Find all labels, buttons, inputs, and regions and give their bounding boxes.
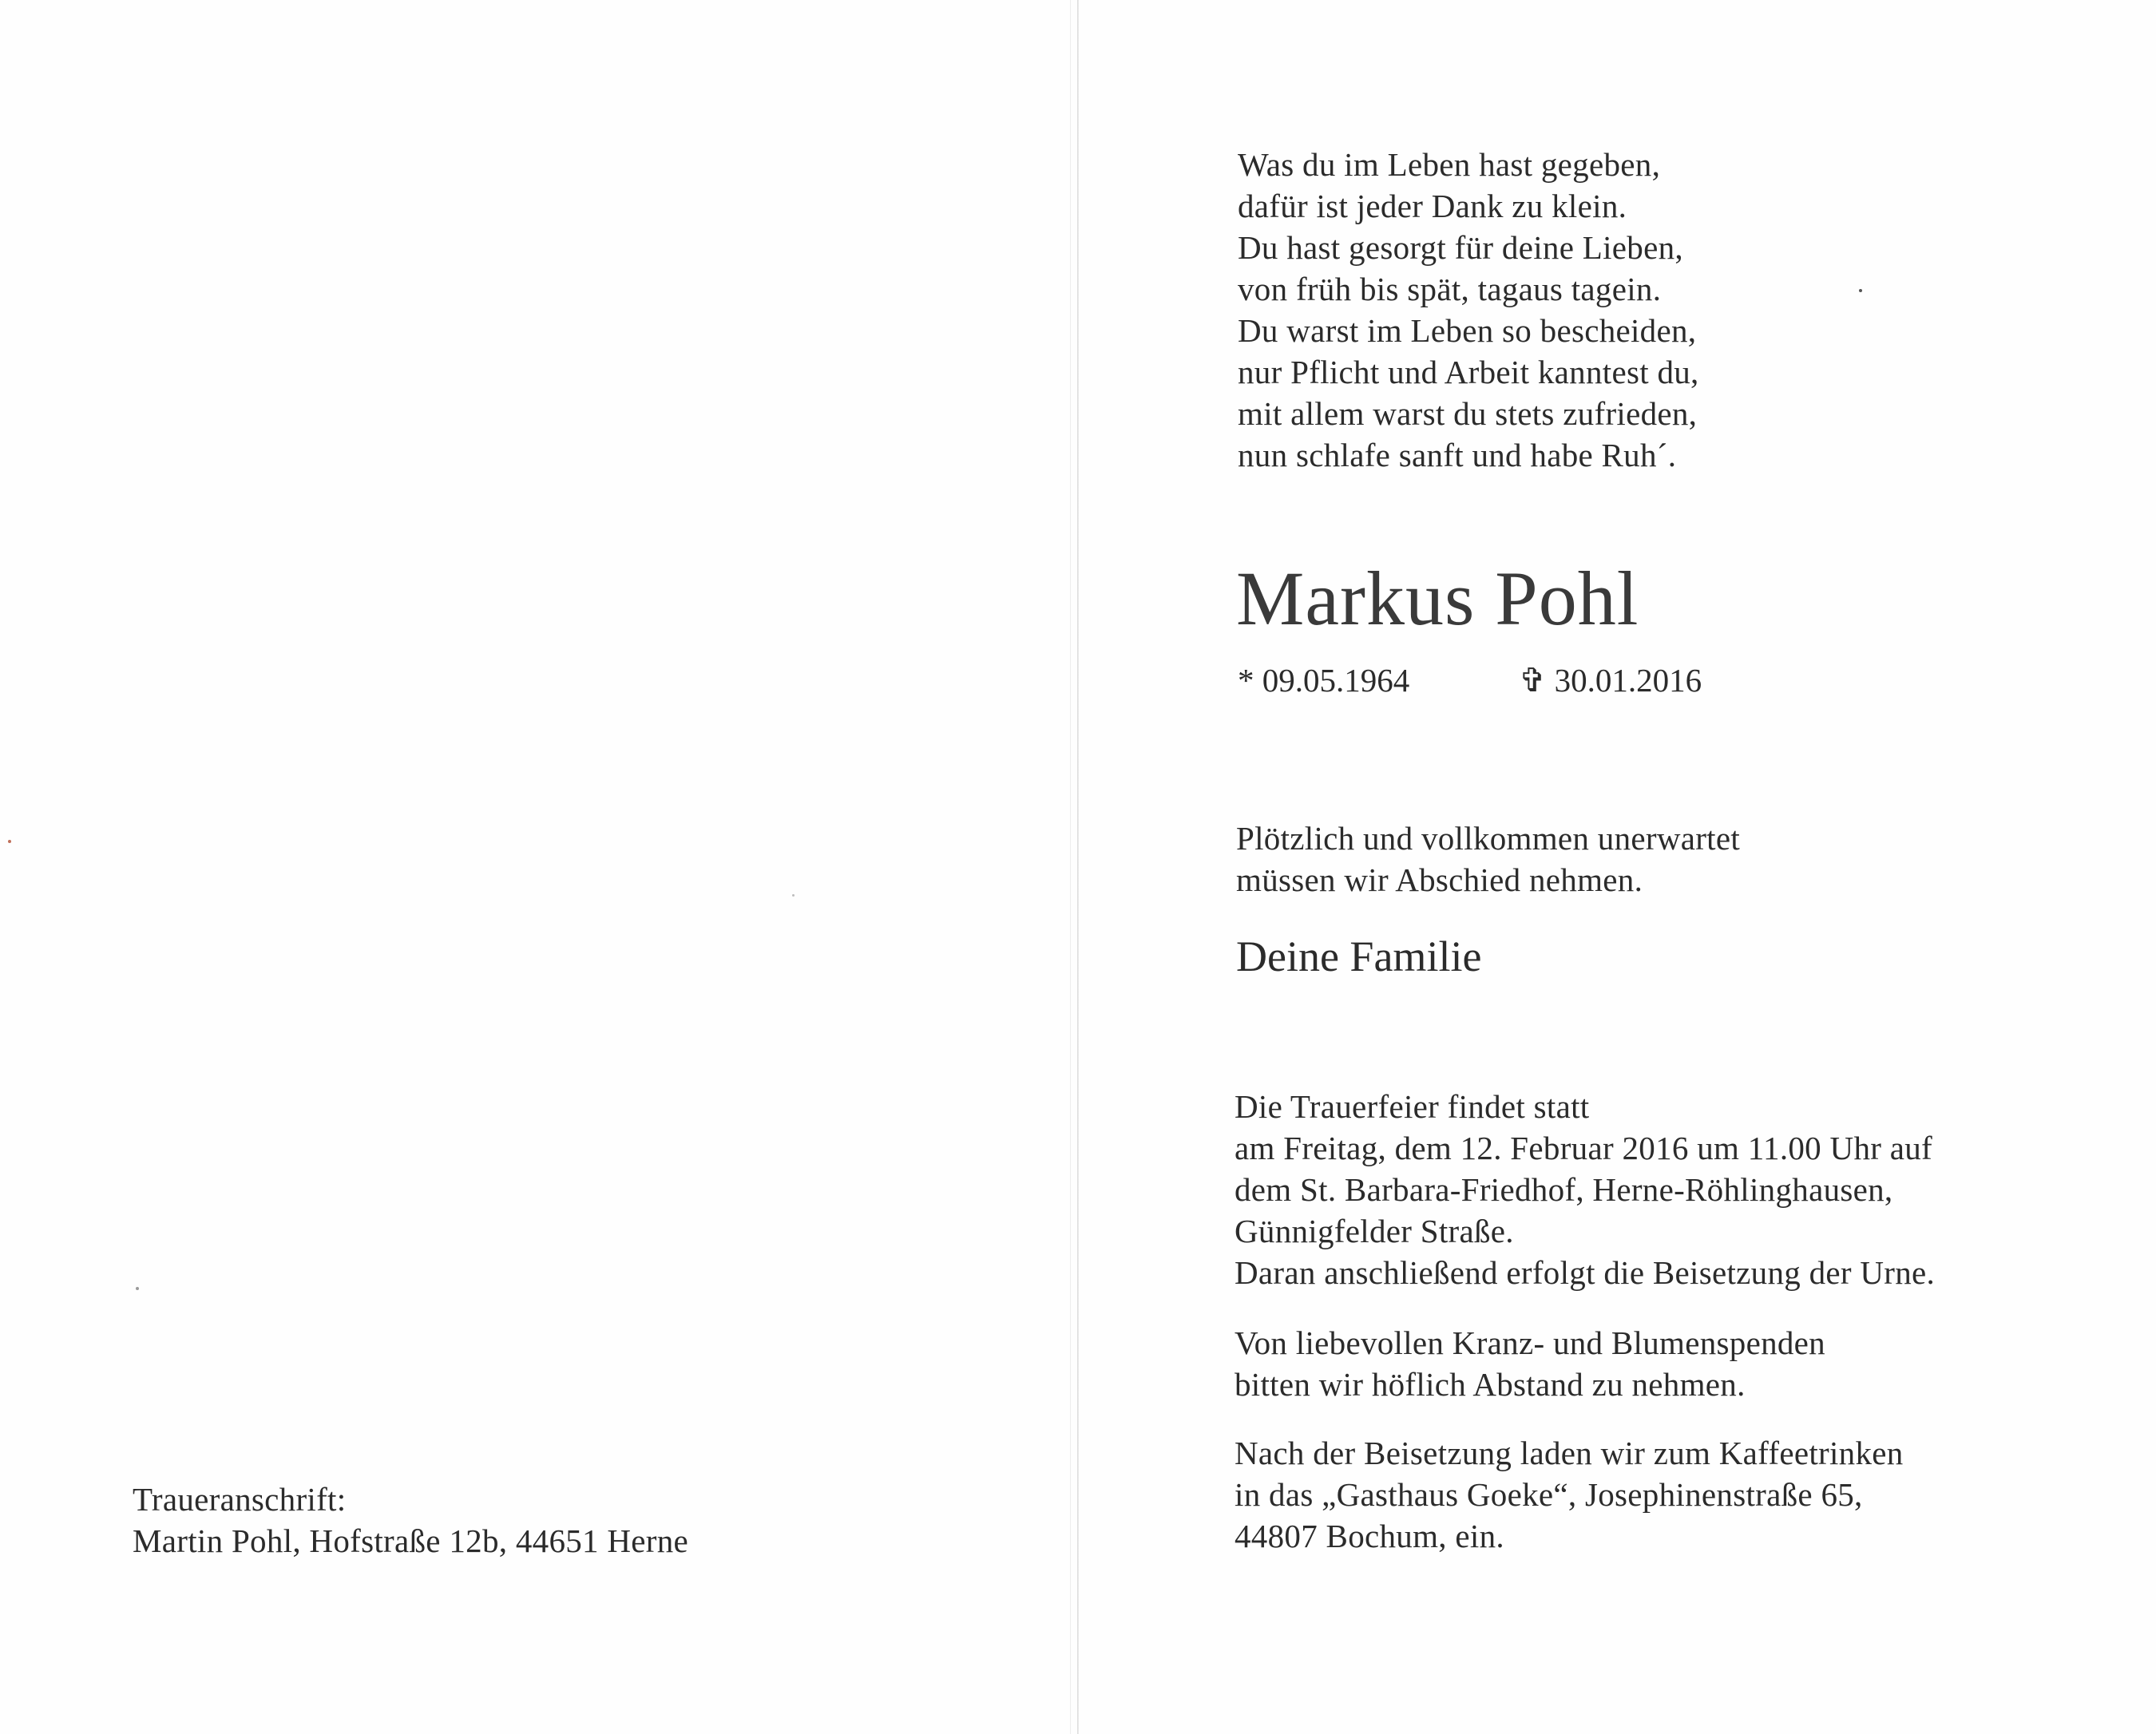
farewell-message: Plötzlich und vollkommen unerwartet müssen wir Abschied nehmen. [1236,820,1741,898]
paper-speck [792,894,795,897]
mourning-address [133,1479,688,1562]
cross-icon: ✞ [1519,662,1547,699]
flowers-notice: Von liebevollen Kranz- und Blumenspenden bitten wir höflich Abstand zu nehmen. [1235,1324,1825,1403]
funeral-details: Die Trauerfeier findet statt am Freitag, dem 12. Februar 2016 um 11.00 Uhr auf dem St. Barbara-Friedhof, Herne-Röhlinghausen, Günnigfelder Straße. Daran anschließend erfolgt die Beisetzung der Urne. [1235,1088,1936,1291]
right-page [1078,0,2156,1734]
deceased-name: Markus Pohl [1236,556,1639,641]
family-signature: Deine Familie [1236,932,1482,980]
paper-speck [8,840,11,843]
birth-date: * 09.05.1964 [1238,662,1410,699]
paper-speck [1859,289,1862,292]
memorial-poem: Was du im Leben hast gegeben, dafür ist jeder Dank zu klein. Du hast gesorgt für deine Lieben, von früh bis spät, tagaus tagein. Du warst im Leben so bescheiden, nur Pflicht und Arbeit kanntest du, mit allem warst du stets zufrieden, nun schlafe sanft und habe Ruh´. [1238,146,1699,473]
death-date: 30.01.2016 [1554,662,1702,699]
address-label: Traueranschrift: [133,1481,347,1518]
paper-speck [136,1287,139,1290]
address-line: Martin Pohl, Hofstraße 12b, 44651 Herne [133,1522,689,1559]
fold-shadow [1070,0,1071,1734]
coffee-invitation: Nach der Beisetzung laden wir zum Kaffeetrinken in das „Gasthaus Goeke“, Josephinenstraße 65, 44807 Bochum, ein. [1235,1435,1904,1554]
death-date-line [1519,659,1702,701]
